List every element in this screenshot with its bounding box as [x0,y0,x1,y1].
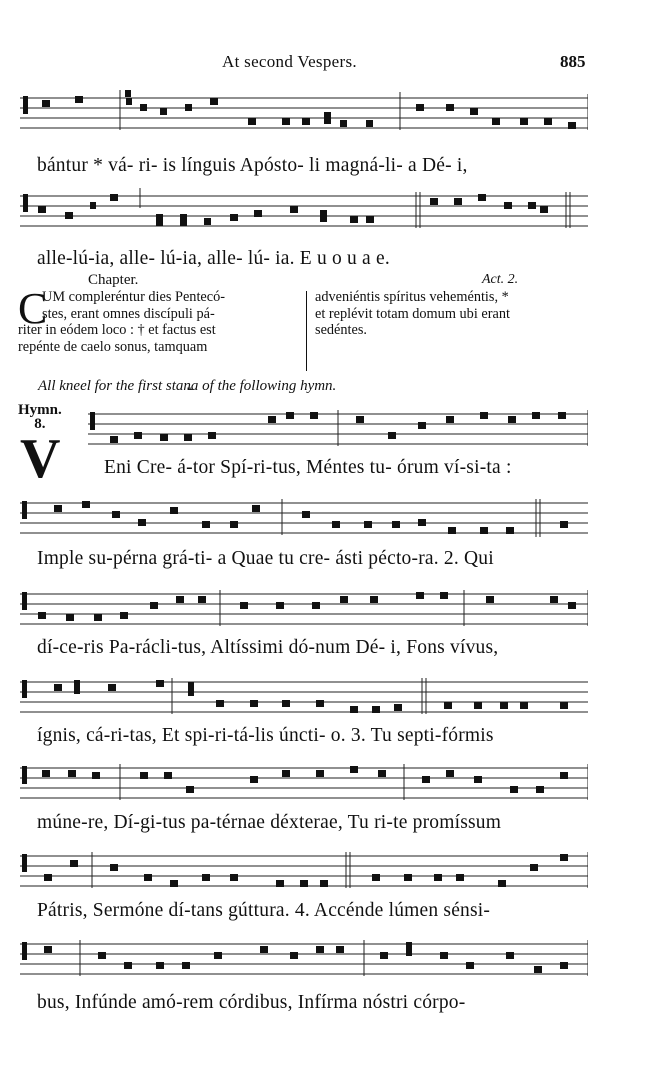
hymn-staff-5 [20,762,588,806]
hymn-label-word: Hymn. [18,402,62,418]
chapter-text-right [315,289,590,339]
hymn-lyric-line-2: Imple su-pérna grá-ti- a Quae tu cre- ásti péctο-ra. 2. Qui [37,548,494,569]
hymn-staff-6 [20,850,588,894]
chant-lyric-line-2: alle-lú-ia, alle- lú-ia, alle- lú- ia. E u o u a e. [37,248,390,269]
hymn-label [18,403,62,431]
hymn-lyric-line-4: ígnis, cá-ri-tas, Et spi-ri-tá-lis úncti- o. 3. Tu septi-fórmis [37,725,494,746]
chant-staff-2 [20,188,588,238]
chapter-left-line: UM compleréntur dies Pentecó- [42,289,226,305]
chapter-heading: Chapter. [88,272,139,288]
chapter-right-line: sedéntes. [315,322,368,338]
chapter-left-line: riter in eódem loco : † et factus est [18,322,216,338]
chapter-reference: Act. 2. [482,272,519,287]
hymn-lyric-line-3: dí-ce-ris Pa-rácli-tus, Altíssimi dó-num Dé- i, Fons vívus, [37,637,499,658]
column-divider [306,291,307,371]
chapter-left-line: stes, erant omnes discípuli pá- [42,305,215,322]
chant-lyric-line-1: bántur * vá- ri- is línguis Apósto- li magná-li- a Dé- i, [37,155,468,176]
chant-staff-1 [20,90,588,140]
chapter-dropcap: C [18,284,48,333]
chapter-text-left [18,284,300,355]
hymn-number: 8. [34,416,46,432]
hymn-staff-3 [20,588,588,632]
rubric-instruction: All kneel for the first stan꜡a of the following hymn. [38,378,337,394]
chapter-right-line: adveniéntis spíritus veheméntis, * [315,289,509,305]
hymn-initial: V [20,428,61,490]
hymn-staff-7 [20,938,588,982]
hymn-lyric-line-7: bus, Infúnde amó-rem córdibus, Infírma nóstri córpo- [37,992,466,1013]
hymn-lyric-line-6: Pátris, Sermóne dí-tans gúttura. 4. Accénde lúmen sénsi- [37,900,491,921]
hymn-lyric-line-1: Eni Cre- á-tor Spí-ri-tus, Méntes tu- órum ví-si-ta : [104,457,512,478]
page-number: 885 [560,52,586,71]
chapter-right-line: et replévit totam domum ubi erant [315,305,510,322]
hymn-lyric-line-5: múne-re, Dí-gi-tus pa-térnae déxterae, Tu ri-te promíssum [37,812,502,833]
chapter-left-line: repénte de caelo sonus, tamquam [18,338,208,355]
running-header-title: At second Vespers. [222,52,357,71]
hymn-staff-4 [20,676,588,720]
hymn-staff-1 [88,408,588,452]
hymn-staff-2 [20,497,588,541]
